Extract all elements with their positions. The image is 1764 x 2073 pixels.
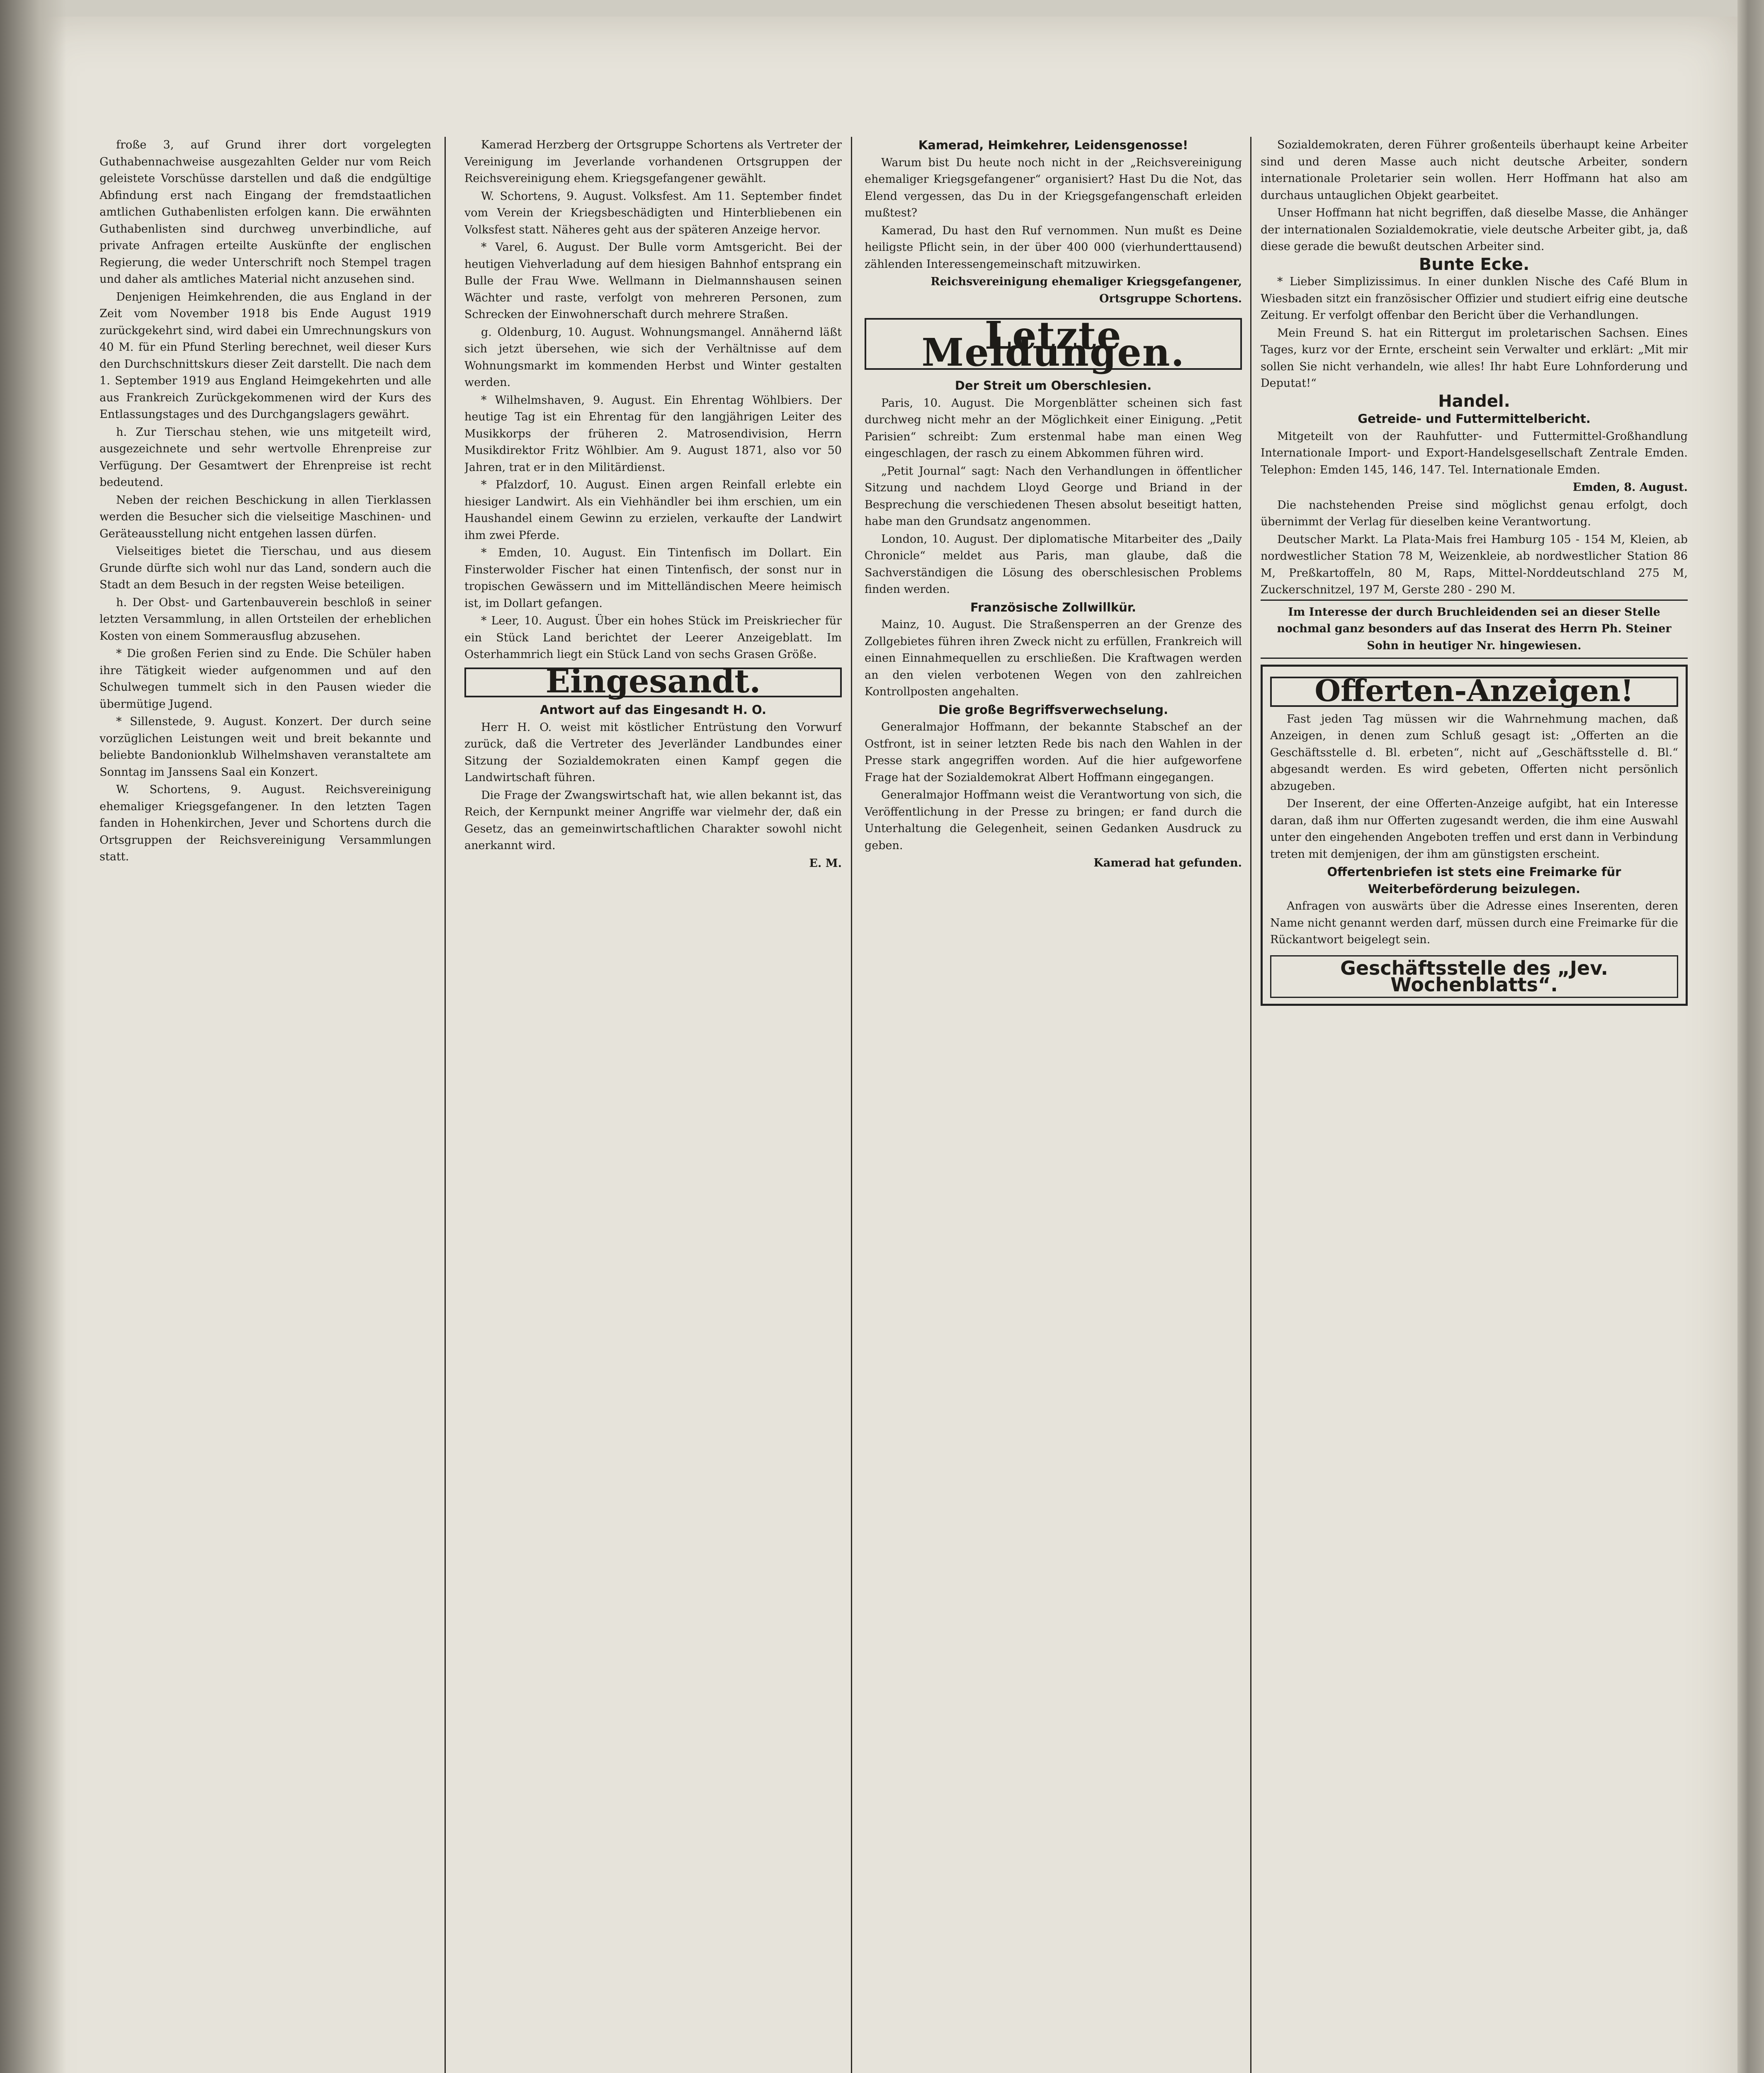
- article-paragraph: Mainz, 10. August. Die Straßensperren an der Grenze des Zollgebietes führen ihren Zweck nicht zu erfüllen, Frankreich will einen Einnahmequellen zu erschließen. Die Kraftwagen werden an den vielen verbotenen Wegen von den zahlreichen Kontrollposten angehalten.: [865, 618, 1242, 698]
- article-paragraph: Warum bist Du heute noch nicht in der „Reichsvereinigung ehemaliger Kriegsgefangener“ organisiert? Hast Du die Not, das Elend vergessen, das Du in der Kriegsgefangenschaft erleiden mußtest?: [865, 156, 1242, 219]
- offer-heading: Offerten-Anzeigen!: [1270, 677, 1678, 707]
- article-paragraph: h. Zur Tierschau stehen, wie uns mitgeteilt wird, ausgezeichnete und sehr wertvolle Ehrenpreise zur Verfügung. Der Gesamtwert der Ehrenpreise ist recht bedeutend.: [100, 425, 431, 489]
- offer-bold-note: Offertenbriefen ist stets eine Freimarke für Weiterbeförderung beizulegen.: [1327, 865, 1621, 896]
- eingesandt-subheading: Antwort auf das Eingesandt H. O.: [540, 703, 766, 717]
- article-paragraph: * Lieber Simplizissimus. In einer dunklen Nische des Café Blum in Wiesbaden sitzt ein französischer Offizier und studiert eifrig eine deutsche Zeitung. Er verfolgt offenbar den Bericht über die Verhandlungen.: [1261, 275, 1688, 322]
- article-paragraph: * Pfalzdorf, 10. August. Einen argen Reinfall erlebte ein hiesiger Landwirt. Als ein Viehhändler bei ihm erschien, um ein Haushandel einem Gewinn zu erzielen, verkaufte der Landwirt ihm zwei Pferde.: [464, 478, 842, 542]
- section-heading: Handel.: [1438, 391, 1510, 411]
- article-paragraph: Deutscher Markt. La Plata-Mais frei Hamburg 105 - 154 M, Kleien, ab nordwestlicher Station 78 M, Weizenkleie, ab nordwestlicher Station 86 M, Preßkartoffeln, 80 M, Raps, Mittel-Norddeutschland 275 M, Zuckerschnitzel, 197 M, Gerste 280 - 290 M.: [1261, 533, 1688, 596]
- article-paragraph: Vielseitiges bietet die Tierschau, und aus diesem Grunde dürfte sich wohl nur das Land, sondern auch die Stadt an dem Besuch in der regsten Weise beteiligen.: [100, 545, 431, 591]
- book-edge: [1737, 0, 1764, 2073]
- section-heading: Kamerad, Heimkehrer, Leidensgenosse!: [918, 138, 1188, 152]
- signature: E. M.: [809, 857, 842, 870]
- page-fold-shadow: [0, 0, 66, 2073]
- article-paragraph: Denjenigen Heimkehrenden, die aus England in der Zeit vom November 1918 bis Ende August 1919 zurückgekehrt sind, wird dabei ein Umrechnungskurs von 40 M. für ein Pfund Sterling berechnet, weil dieser Kurs den Durchschnittskurs dieser Zeit darstellt. Die nach dem 1. September 1919 aus England Heimgekehrten und alle aus Frankreich Zurückgekommenen wird der Kurs des Entlassungstages und des Durchgangslagers gewährt.: [100, 290, 431, 421]
- article-paragraph: Paris, 10. August. Die Morgenblätter scheinen sich fast durchweg nicht mehr an der Möglichkeit einer Einigung. „Petit Parisien“ schreibt: Zum erstenmal habe man einen Weg eingeschlagen, der rasch zu einem Abkommen führen wird.: [865, 396, 1242, 460]
- section-heading: Bunte Ecke.: [1419, 255, 1530, 274]
- latest-news-heading: Letzte Meldungen.: [865, 318, 1242, 370]
- article-paragraph: * Leer, 10. August. Über ein hohes Stück im Preiskriecher für ein Stück Land berichtet der Leerer Anzeigeblatt. Im Osterhammrich liegt ein Stück Land von sechs Grasen Größe.: [464, 614, 842, 661]
- article-paragraph: Kamerad, Du hast den Ruf vernommen. Nun mußt es Deine heiligste Pflicht sein, in der über 400 000 (vierhunderttausend) zählenden Interessengemeinschaft mitzuwirken.: [865, 224, 1242, 271]
- article-paragraph: Generalmajor Hoffmann weist die Verantwortung von sich, die Veröffentlichung in der Presse zu bringen; er fand durch die Unterhaltung die Gelegenheit, seinen Gedanken Ausdruck zu geben.: [865, 789, 1242, 852]
- article-paragraph: Neben der reichen Beschickung in allen Tierklassen werden die Besucher sich die vielseitige Maschinen- und Geräteausstellung nicht entgehen lassen dürfen.: [100, 493, 431, 540]
- article-paragraph: W. Schortens, 9. August. Volksfest. Am 11. September findet vom Verein der Kriegsbeschädigten und Hinterbliebenen ein Volksfest statt. Näheres geht aus der späteren Anzeige hervor.: [464, 189, 842, 236]
- article-paragraph: London, 10. August. Der diplomatische Mitarbeiter des „Daily Chronicle“ meldet aus Paris, man glaube, daß die Sachverständigen die Lösung des oberschlesischen Problems finden werden.: [865, 532, 1242, 596]
- article-paragraph: Anfragen von auswärts über die Adresse eines Inserenten, deren Name nicht genannt werden darf, müssen durch eine Freimarke für die Rückantwort beigelegt sein.: [1270, 900, 1678, 946]
- section-heading: Die große Begriffsverwechselung.: [938, 702, 1169, 717]
- column-4: [1261, 137, 1688, 2073]
- article-paragraph: Kamerad Herzberg der Ortsgruppe Schortens als Vertreter der Vereinigung im Jeverlande vorhandenen Ortsgruppen der Reichsvereinigung ehem. Kriegsgefangener gewählt.: [464, 138, 842, 185]
- article-paragraph: Generalmajor Hoffmann, der bekannte Stabschef an der Ostfront, ist in seiner letzten Rede bis nach den Wahlen in der Presse stark angegriffen worden. Auf die hier aufgeworfene Frage hat der Sozialdemokrat Albert Hoffmann eingegangen.: [865, 721, 1242, 784]
- column-2: [464, 137, 842, 2073]
- article-paragraph: Der Inserent, der eine Offerten-Anzeige aufgibt, hat ein Interesse daran, daß ihm nur Offerten zugesandt werden, die ihm eine Auswahl unter den eingehenden Angeboten treffen und erst dann in Verbindung treten mit demjenigen, der ihm am günstigsten erscheint.: [1270, 797, 1678, 861]
- article-paragraph: h. Der Obst- und Gartenbauverein beschloß in seiner letzten Versammlung, in allen Ortsteilen der erheblichen Kosten von einem Sommerausflug abzusehen.: [100, 596, 431, 643]
- section-heading: Der Streit um Oberschlesien.: [955, 379, 1152, 393]
- section-heading: Französische Zollwillkür.: [970, 600, 1136, 614]
- signature: Reichsvereinigung ehemaliger Kriegsgefangener, Ortsgruppe Schortens.: [931, 275, 1242, 305]
- article-paragraph: * Die großen Ferien sind zu Ende. Die Schüler haben ihre Tätigkeit wieder aufgenommen und auf den Schulwegen tummelt sich in den Pausen wieder die übermütige Jugend.: [100, 647, 431, 711]
- article-paragraph: „Petit Journal“ sagt: Nach den Verhandlungen in öffentlicher Sitzung und nachdem Lloyd George und Briand in der Besprechung die verschiedenen Thesen absolut beseitigt hatten, habe man den Grundsatz angenommen.: [865, 464, 1242, 528]
- article-paragraph: Herr H. O. weist mit köstlicher Entrüstung den Vorwurf zurück, daß die Vertreter des Jeverländer Landbundes einer Sitzung der Sozialdemokraten einen Kampf gegen die Landwirtschaft führen.: [464, 721, 842, 784]
- article-paragraph: Die nachstehenden Preise sind möglichst genau erfolgt, doch übernimmt der Verlag für dieselben keine Verantwortung.: [1261, 498, 1688, 528]
- article-paragraph: Emden, 8. August.: [1572, 481, 1688, 494]
- column-3: [865, 137, 1242, 2073]
- article-paragraph: Fast jeden Tag müssen wir die Wahrnehmung machen, daß Anzeigen, in denen zum Schluß gesagt ist: „Offerten an die Geschäftsstelle d. Bl. erbeten“, nicht auf „Geschäftsstelle d. Bl.“ abgesandt werden. Es wird gebeten, Offerten nicht persönlich abzugeben.: [1270, 712, 1678, 793]
- article-paragraph: * Wilhelmshaven, 9. August. Ein Ehrentag Wöhlbiers. Der heutige Tag ist ein Ehrentag für den langjährigen Leiter des Musikkorps der früheren 2. Matrosendivision, Herrn Musikdirektor Fritz Wöhlbier. Am 9. August 1871, also vor 50 Jahren, trat er in den Militärdienst.: [464, 393, 842, 474]
- article-paragraph: Mein Freund S. hat ein Rittergut im proletarischen Sachsen. Eines Tages, kurz vor der Ernte, erscheint sein Verwalter und erklärt: „Mit mir sollen Sie nicht verhandeln, wie alles! Ihr habt Eure Lohnforderung und Deputat!“: [1261, 326, 1688, 390]
- offer-ad-box: [1261, 665, 1688, 1006]
- article-paragraph: * Sillenstede, 9. August. Konzert. Der durch seine vorzüglichen Leistungen weit und breit bekannte und beliebte Bandonionklub Wilhelmshaven veranstaltete am Sonntag im Janssens Saal ein Konzert.: [100, 715, 431, 779]
- column-rule: [445, 137, 446, 2073]
- notice: Im Interesse der durch Bruchleidenden sei an dieser Stelle nochmal ganz besonders auf das Inserat des Herrn Ph. Steiner Sohn in heutiger Nr. hingewiesen.: [1261, 600, 1688, 659]
- signature: Kamerad hat gefunden.: [1093, 857, 1242, 869]
- article-paragraph: W. Schortens, 9. August. Reichsvereinigung ehemaliger Kriegsgefangener. In den letzten Tagen fanden in Hohenkirchen, Jever und Schortens durch die Ortsgruppen der Reichsvereinigung Versammlungen statt.: [100, 783, 431, 863]
- article-paragraph: Unser Hoffmann hat nicht begriffen, daß dieselbe Masse, die Anhänger der internationalen Sozialdemokratie, viele deutsche Arbeiter gibt, ja, daß diese gerade die bewußt deutschen Arbeiter sind.: [1261, 206, 1688, 253]
- article-paragraph: Mitgeteilt von der Rauhfutter- und Futtermittel-Großhandlung Internationale Import- und Export-Handelsgesellschaft Zentrale Emden. Telephon: Emden 145, 146, 147. Tel. Internationale Emden.: [1261, 430, 1688, 476]
- column-1: [100, 137, 431, 2073]
- section-subheading: Getreide- und Futtermittelbericht.: [1358, 412, 1591, 426]
- offer-footer: Geschäftsstelle des „Jev. Wochenblatts“.: [1270, 955, 1678, 998]
- article-paragraph: Die Frage der Zwangswirtschaft hat, wie allen bekannt ist, das Reich, der Kernpunkt meiner Angriffe war vielmehr der, daß ein Gesetz, das an gemeinwirtschaftlichen Charakter sowohl nicht anerkannt wird.: [464, 789, 842, 852]
- article-paragraph: g. Oldenburg, 10. August. Wohnungsmangel. Annähernd läßt sich jetzt übersehen, wie sich der Verhältnisse auf dem Wohnungsmarkt im kommenden Herbst und Winter gestalten werden.: [464, 325, 842, 389]
- eingesandt-heading: Eingesandt.: [464, 668, 842, 698]
- article-paragraph: Sozialdemokraten, deren Führer großenteils überhaupt keine Arbeiter sind und deren Masse auch nicht deutsche Arbeiter, sondern internationale Proletarier sein wollen. Herr Hoffmann hat also am durchaus untauglichen Objekt gearbeitet.: [1261, 138, 1688, 202]
- article-paragraph: froße 3, auf Grund ihrer dort vorgelegten Guthabennachweise ausgezahlten Gelder nur vom Reich geleistete Vorschüsse darstellen und daß die endgültige Abfindung erst nach Eingang der fremdstaatlichen amtlichen Guthabenlisten erfolgen kann. Die erwähnten Guthabenlisten sind durchweg unverbindliche, auf private Anfragen erteilte Auskünfte der englischen Regierung, die weder Unterschrift noch Stempel tragen und daher als amtliches Material nicht anzusehen sind.: [100, 138, 431, 286]
- column-rule: [851, 137, 852, 2073]
- article-paragraph: * Emden, 10. August. Ein Tintenfisch im Dollart. Ein Finsterwolder Fischer hat einen Tintenfisch, der sonst nur in tropischen Gewässern und im Mittelländischen Meere heimisch ist, im Dollart gefangen.: [464, 546, 842, 610]
- column-rule: [1250, 137, 1251, 2073]
- article-paragraph: * Varel, 6. August. Der Bulle vorm Amtsgericht. Bei der heutigen Viehverladung auf dem hiesigen Bahnhof entsprang ein Bulle der Frau Wwe. Wellmann in Dielmannshausen seinen Wächter und raste, verfolgt von mehreren Personen, zum Schrecken der Einwohnerschaft durch mehrere Straßen.: [464, 241, 842, 321]
